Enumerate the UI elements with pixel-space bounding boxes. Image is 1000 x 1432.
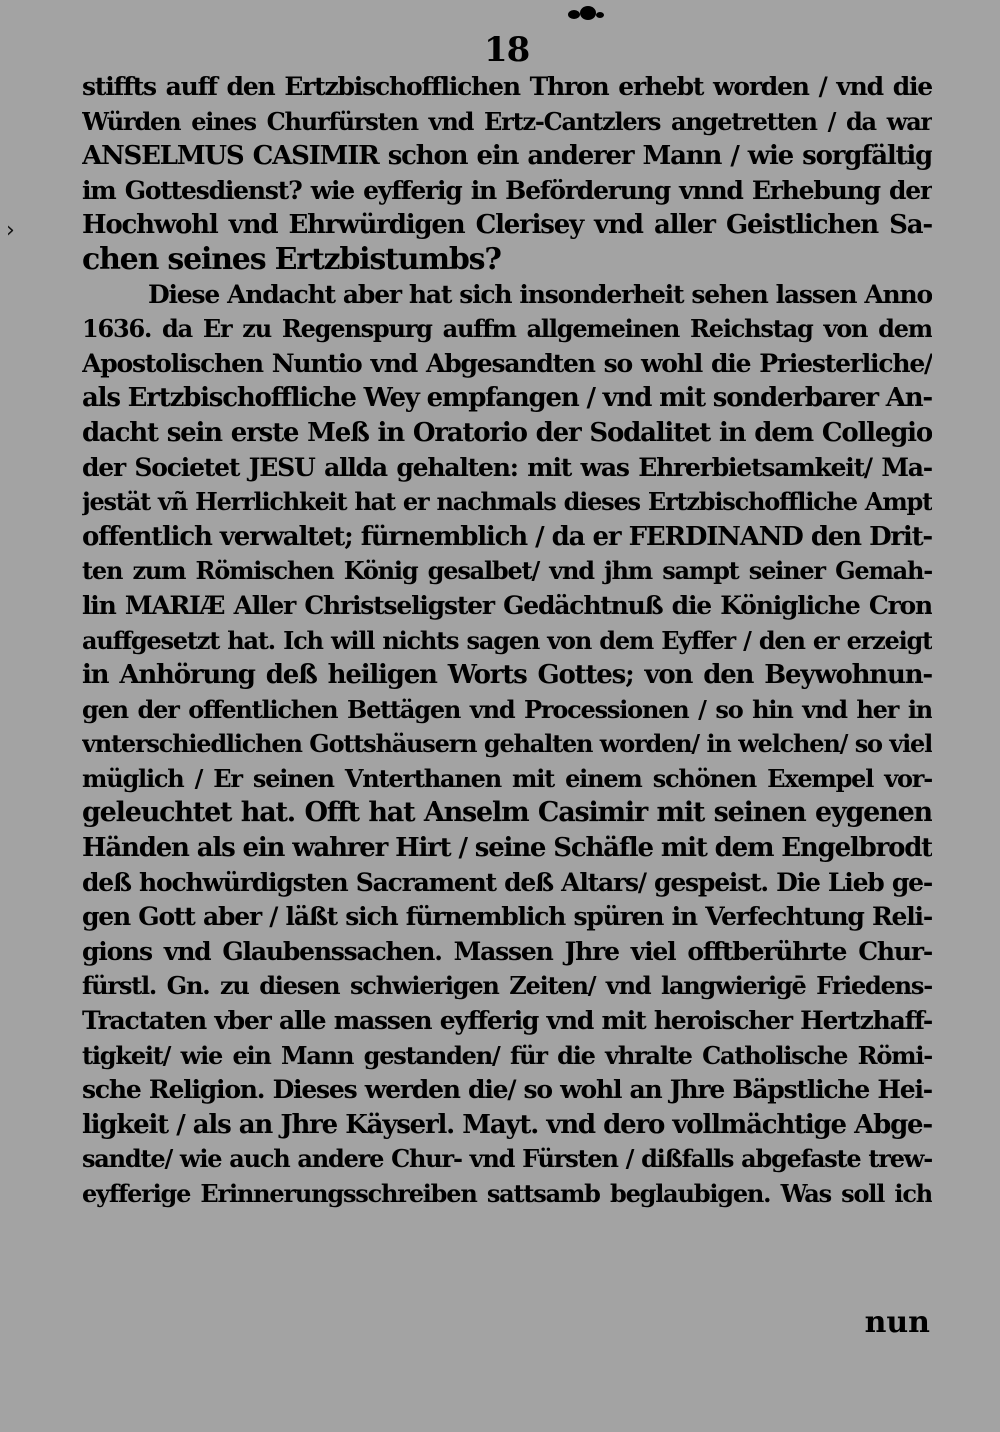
- text-line: in Anhörung deß heiligen Worts Gottes; von den Beywohnun-: [82, 660, 932, 691]
- text-line: fürstl. Gn. zu diesen schwierigen Zeiten/ vnd langwierigē Friedens-: [82, 971, 932, 1001]
- text-line: Tractaten vber alle massen eyfferig vnd mit heroischer Hertzhaff-: [82, 1006, 932, 1036]
- text-line: ten zum Römischen König gesalbet/ vnd jhm sampt seiner Gemah-: [82, 556, 932, 586]
- text-line: dacht sein erste Meß in Oratorio der Sodalitet in dem Collegio: [82, 417, 932, 448]
- text-line: sandte/ wie auch andere Chur- vnd Fürsten / dißfalls abgefaste trew-: [82, 1144, 932, 1174]
- text-line: stiffts auff den Ertzbischofflichen Thron erhebt worden / vnd die: [82, 72, 932, 101]
- text-line: ANSELMUS CASIMIR schon ein anderer Mann / wie sorgfältig: [82, 141, 932, 172]
- text-line: im Gottesdienst? wie eyfferig in Beförderung vnnd Erhebung der: [82, 175, 932, 205]
- text-line: jestät vñ Herrlichkeit hat er nachmals dieses Ertzbischoffliche Ampt: [82, 487, 932, 517]
- text-line: ligkeit / als an Jhre Käyserl. Mayt. vnd dero vollmächtige Abge-: [82, 1109, 932, 1140]
- text-line: chen seines Ertzbistumbs?: [82, 242, 501, 277]
- text-line: gen der offentlichen Bettägen vnd Processionen / so hin vnd her in: [82, 694, 932, 724]
- text-line: tigkeit/ wie ein Mann gestanden/ für die vhralte Catholische Römi-: [82, 1040, 932, 1070]
- text-line: Diese Andacht aber hat sich insonderheit sehen lassen Anno: [148, 279, 932, 309]
- text-line: 1636. da Er zu Regenspurg auffm allgemeinen Reichstag von dem: [82, 314, 932, 344]
- text-line: Händen als ein wahrer Hirt / seine Schäfle mit dem Engelbrodt: [82, 833, 932, 864]
- text-line: sche Religion. Dieses werden die/ so wohl an Jhre Bäpstliche Hei-: [82, 1075, 932, 1105]
- text-line: müglich / Er seinen Vnterthanen mit einem schönen Exempel vor-: [82, 763, 932, 793]
- text-line: deß hochwürdigsten Sacrament deß Altars/ gespeist. Die Lieb ge-: [82, 867, 932, 897]
- margin-bracket-mark: ›: [6, 218, 15, 243]
- page-number: 18: [484, 30, 530, 70]
- text-line: geleuchtet hat. Offt hat Anselm Casimir mit seinen eygenen: [82, 797, 932, 829]
- text-line: eyfferige Erinnerungsschreiben sattsamb beglaubigen. Was soll ich: [82, 1179, 932, 1208]
- text-line: lin MARIÆ Aller Christseligster Gedächtnuß die Königliche Cron: [82, 590, 932, 620]
- body-text: [82, 70, 932, 1212]
- text-line: Apostolischen Nuntio vnd Abgesandten so wohl die Priesterliche/: [82, 348, 932, 378]
- text-line: der Societet JESU allda gehalten: mit was Ehrerbietsamkeit/ Ma-: [82, 452, 932, 482]
- text-line: vnterschiedlichen Gottshäusern gehalten worden/ in welchen/ so viel: [82, 729, 932, 759]
- text-line: offentlich verwaltet; fürnemblich / da er FERDINAND den Drit-: [82, 521, 932, 552]
- text-line: als Ertzbischoffliche Wey empfangen / vnd mit sonderbarer An-: [82, 383, 932, 414]
- text-line: auffgesetzt hat. Ich will nichts sagen von dem Eyffer / den er erzeigt: [82, 625, 932, 655]
- text-line: gen Gott aber / läßt sich fürnemblich spüren in Verfechtung Reli-: [82, 902, 932, 932]
- catchword: nun: [864, 1305, 930, 1340]
- text-line: Hochwohl vnd Ehrwürdigen Clerisey vnd aller Geistlichen Sa-: [82, 210, 932, 241]
- text-line: gions vnd Glaubenssachen. Massen Jhre viel offtberührte Chur-: [82, 936, 932, 966]
- ink-blot-mark: [566, 2, 606, 26]
- text-line: Würden eines Churfürsten vnd Ertz-Cantzlers angetretten / da war: [82, 106, 932, 136]
